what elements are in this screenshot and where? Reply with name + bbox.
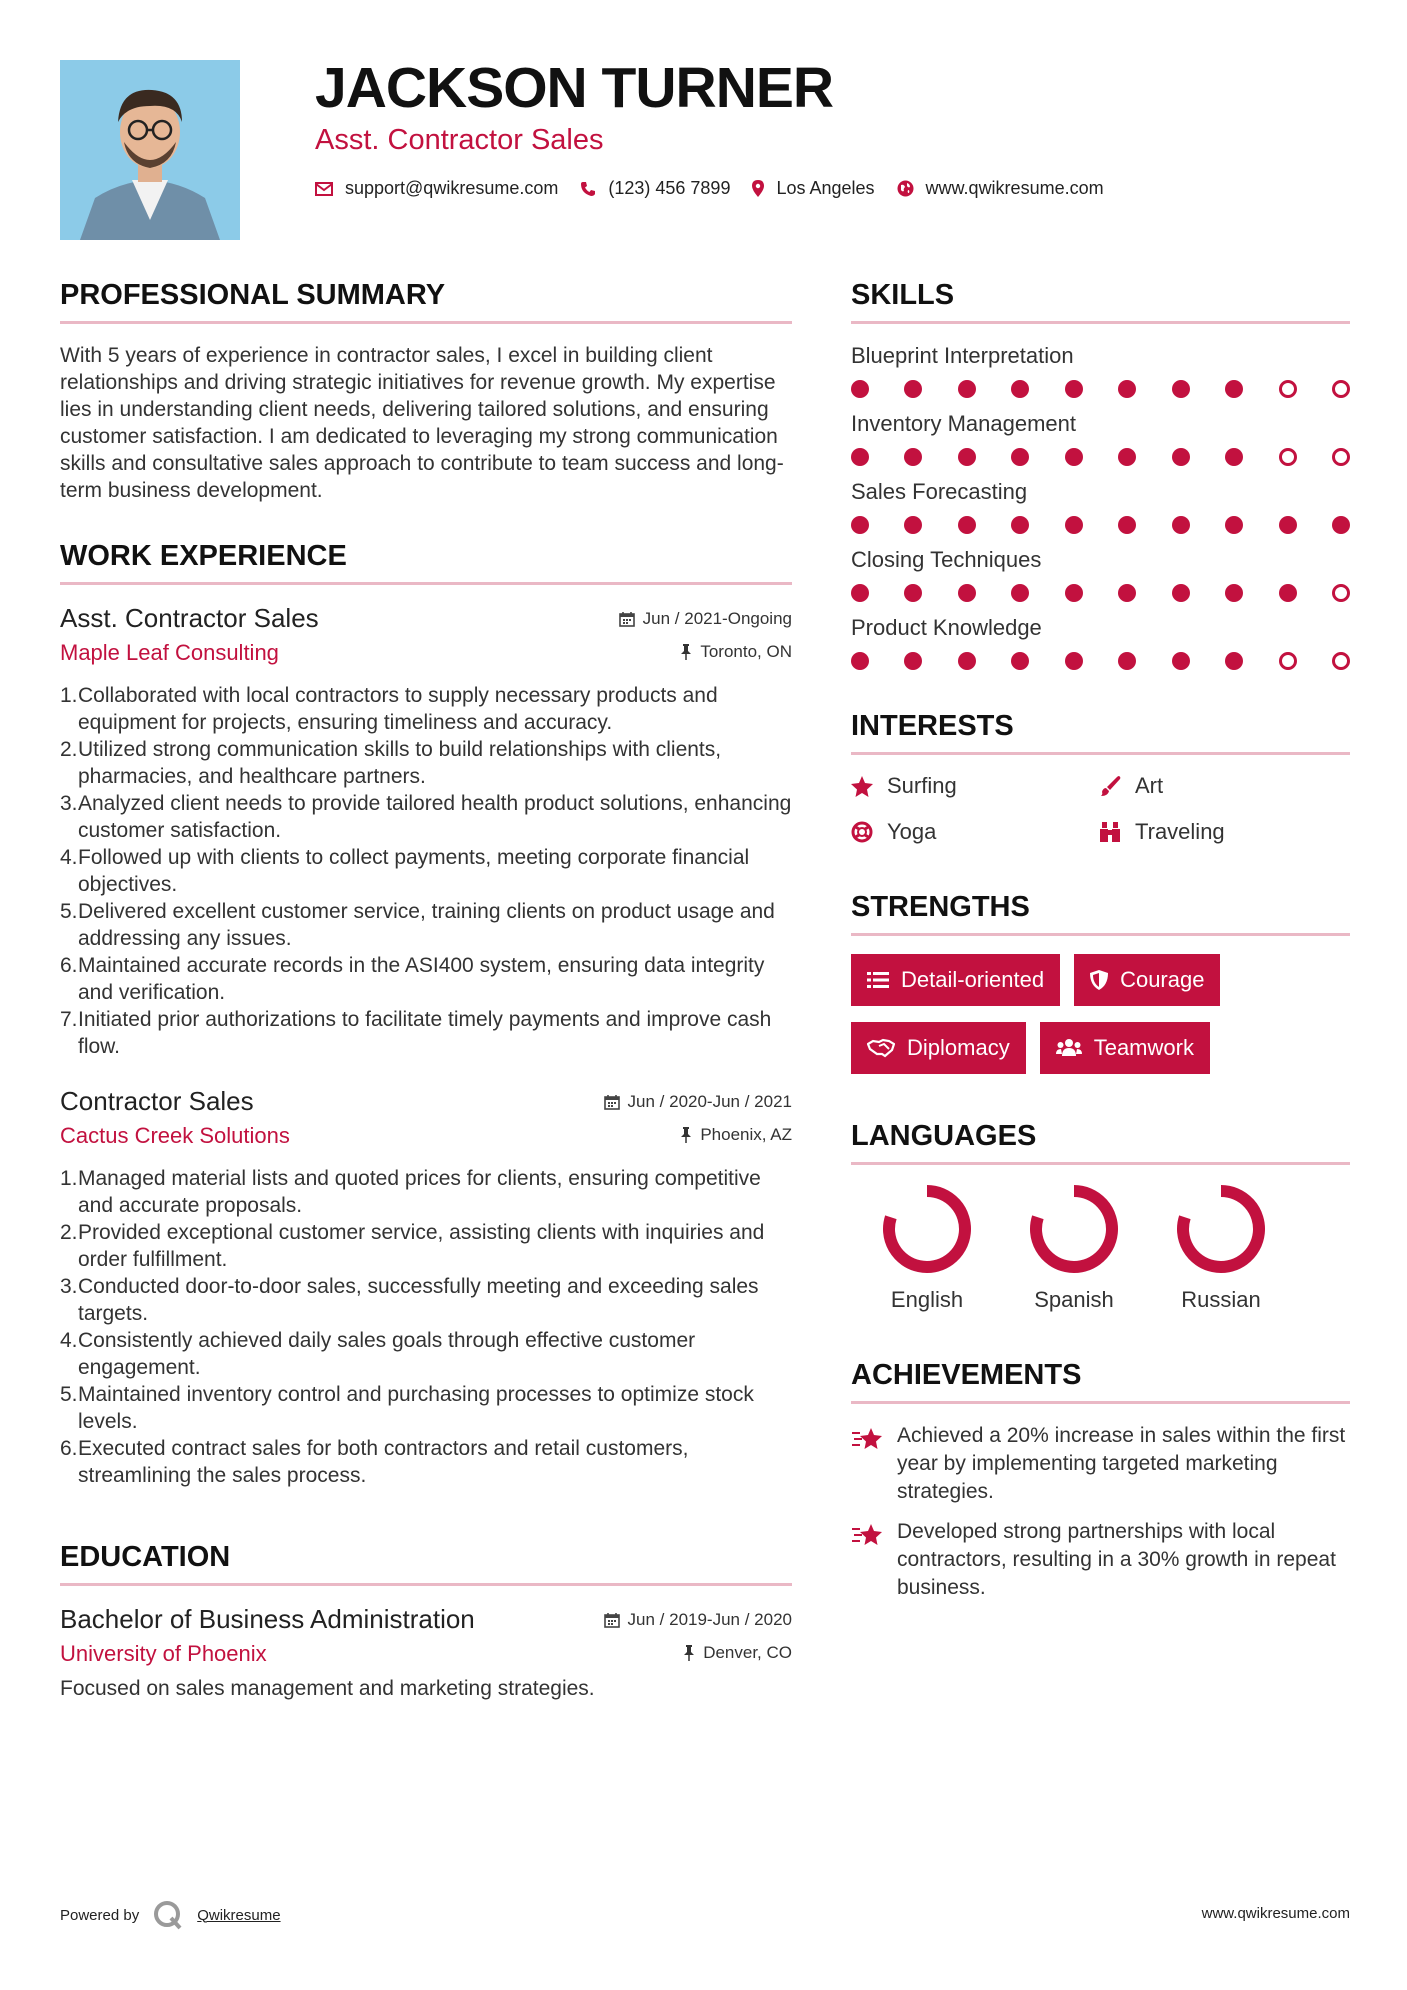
language-item [857, 1183, 997, 1313]
interests-heading: INTERESTS [851, 710, 1014, 742]
rating-dot-filled [1065, 380, 1083, 398]
map-pin-icon [752, 180, 764, 197]
users-icon [1056, 1038, 1082, 1058]
qwikresume-logo-icon [153, 1900, 183, 1930]
rating-dot-filled [904, 448, 922, 466]
rating-dot-filled [958, 584, 976, 602]
education-section [60, 1539, 792, 1702]
education-dates-text: Jun / 2019-Jun / 2020 [627, 1610, 792, 1629]
list-item: 2. Provided exceptional customer service, assisting clients with inquiries and order fulfillment. [60, 1221, 765, 1271]
skill-item [851, 478, 1350, 534]
binoculars-icon [1099, 821, 1121, 843]
strength-chip [1040, 1022, 1210, 1074]
rating-dot-filled [1332, 516, 1350, 534]
section-divider [851, 1401, 1350, 1404]
list-icon [867, 971, 889, 989]
skill-item [851, 546, 1350, 602]
candidate-name: JACKSON TURNER [315, 56, 834, 120]
job-entry [60, 603, 792, 1060]
interest-label: Art [1135, 773, 1164, 798]
summary-section [60, 277, 792, 504]
strength-chip [1074, 954, 1220, 1006]
strengths-heading: STRENGTHS [851, 891, 1030, 923]
rating-dot-empty [1332, 652, 1350, 670]
rating-dot-filled [1118, 448, 1136, 466]
language-level-ring [1028, 1183, 1120, 1275]
globe-icon [897, 180, 914, 197]
skill-name: Inventory Management [851, 411, 1077, 436]
rating-dot-filled [1172, 584, 1190, 602]
rating-dot-filled [1118, 584, 1136, 602]
rating-dot-filled [958, 448, 976, 466]
list-item: 1. Managed material lists and quoted prices for clients, ensuring competitive and accurate proposals. [60, 1167, 761, 1217]
language-level-arc [1183, 1191, 1259, 1267]
skill-name: Blueprint Interpretation [851, 343, 1074, 368]
strength-chip [851, 954, 1060, 1006]
job-company: Cactus Creek Solutions [60, 1123, 290, 1148]
rating-dot-filled [1065, 652, 1083, 670]
rating-dot-filled [1172, 652, 1190, 670]
website-text: www.qwikresume.com [925, 178, 1104, 198]
footer-powered [60, 1900, 281, 1930]
list-item: 2. Utilized strong communication skills to build relationships with clients, pharmacies, and healthcare partners. [60, 738, 722, 788]
strength-label: Courage [1120, 967, 1205, 992]
envelope-icon [315, 182, 333, 196]
phone-text: (123) 456 7899 [608, 178, 731, 198]
interest-item [1099, 819, 1347, 845]
job-location-text: Toronto, ON [700, 642, 792, 661]
contact-bar [315, 178, 1126, 199]
rating-dot-filled [1065, 584, 1083, 602]
rating-dot-filled [851, 448, 869, 466]
job-location-text: Phoenix, AZ [700, 1125, 792, 1144]
strength-label: Diplomacy [907, 1035, 1010, 1060]
rating-dot-filled [1279, 516, 1297, 534]
interest-item [851, 773, 1099, 799]
powered-by-text: Powered by [60, 1906, 140, 1924]
shooting-star-icon [851, 1424, 885, 1452]
education-dates [604, 1610, 792, 1630]
languages-heading: LANGUAGES [851, 1120, 1037, 1152]
achievement-item [851, 1422, 1350, 1506]
location-contact [752, 178, 874, 199]
job-title: Asst. Contractor Sales [60, 603, 319, 633]
list-item: 4. Followed up with clients to collect payments, meeting corporate financial objectives. [60, 846, 750, 896]
achievements-heading: ACHIEVEMENTS [851, 1359, 1082, 1391]
rating-dot-filled [1172, 516, 1190, 534]
rating-dot-empty [1279, 652, 1297, 670]
rating-dot-filled [958, 652, 976, 670]
list-item: 3. Conducted door-to-door sales, successfully meeting and exceeding sales targets. [60, 1275, 759, 1325]
rating-dot-filled [1225, 380, 1243, 398]
skills-section [851, 277, 1350, 670]
calendar-icon [604, 1612, 620, 1628]
achievement-text: Achieved a 20% increase in sales within the first year by implementing targeted marketing strategies. [897, 1424, 1346, 1503]
language-item [1151, 1183, 1291, 1313]
language-name: Spanish [1034, 1287, 1114, 1312]
skill-name: Closing Techniques [851, 547, 1042, 572]
achievement-text: Developed strong partnerships with local contractors, resulting in a 30% growth in repeat business. [897, 1520, 1336, 1599]
achievements-section [851, 1357, 1350, 1602]
section-divider [851, 933, 1350, 936]
education-description: Focused on sales management and marketing strategies. [60, 1677, 595, 1700]
pushpin-icon [680, 644, 692, 660]
job-bullets [60, 682, 792, 1060]
strength-label: Teamwork [1093, 1035, 1194, 1060]
work-heading: WORK EXPERIENCE [60, 540, 347, 572]
rating-dot-filled [1011, 448, 1029, 466]
rating-dot-filled [1065, 516, 1083, 534]
section-divider [851, 1162, 1350, 1165]
language-name: Russian [1181, 1287, 1261, 1312]
rating-dot-filled [1011, 652, 1029, 670]
achievement-item [851, 1518, 1350, 1602]
skill-rating [851, 584, 1350, 602]
rating-dot-filled [1225, 516, 1243, 534]
rating-dot-filled [851, 584, 869, 602]
strength-label: Detail-oriented [901, 967, 1045, 992]
phone-icon [580, 181, 596, 197]
list-item: 6. Executed contract sales for both contractors and retail customers, streamlining the sales process. [60, 1437, 689, 1487]
summary-heading: PROFESSIONAL SUMMARY [60, 279, 446, 311]
list-item: 5. Delivered excellent customer service, training clients on product usage and addressing any issues. [60, 900, 775, 950]
rating-dot-filled [958, 380, 976, 398]
location-text: Los Angeles [776, 178, 875, 198]
rating-dot-filled [1279, 584, 1297, 602]
rating-dot-filled [904, 584, 922, 602]
job-dates [619, 609, 792, 629]
email-text: support@qwikresume.com [345, 178, 559, 198]
work-section [60, 538, 792, 1489]
rating-dot-filled [851, 380, 869, 398]
languages-list [851, 1183, 1291, 1313]
language-level-ring [881, 1183, 973, 1275]
section-divider [851, 752, 1350, 755]
rating-dot-empty [1332, 584, 1350, 602]
pushpin-icon [683, 1645, 695, 1661]
rating-dot-filled [1118, 652, 1136, 670]
rating-dot-empty [1279, 448, 1297, 466]
interest-item [851, 819, 1099, 845]
rating-dot-filled [1118, 380, 1136, 398]
skill-item [851, 410, 1350, 466]
rating-dot-filled [1225, 584, 1243, 602]
language-level-arc [1036, 1191, 1112, 1267]
list-item: 5. Maintained inventory control and purchasing processes to optimize stock levels. [60, 1383, 754, 1433]
language-name: English [890, 1287, 964, 1312]
language-level-ring [1175, 1183, 1267, 1275]
rating-dot-filled [851, 652, 869, 670]
job-location [680, 642, 792, 662]
skill-name: Product Knowledge [851, 615, 1042, 640]
education-heading: EDUCATION [60, 1541, 231, 1573]
section-divider [851, 321, 1350, 324]
summary-text: With 5 years of experience in contractor sales, I excel in building client relationships and driving strategic initiatives for revenue growth. My expertise lies in understanding client needs, delivering tailored solutions, and ensuring customer satisfaction. I am dedicated to leveraging my strong communication skills and consultative sales approach to contribute to team success and long-term business development. [60, 344, 784, 502]
education-location [683, 1643, 792, 1663]
rating-dot-filled [958, 516, 976, 534]
interest-label: Surfing [887, 773, 957, 798]
calendar-icon [619, 611, 635, 627]
skill-rating [851, 652, 1350, 670]
job-dates [604, 1092, 792, 1112]
rating-dot-filled [1225, 448, 1243, 466]
rating-dot-filled [1225, 652, 1243, 670]
rating-dot-filled [1118, 516, 1136, 534]
website-contact[interactable] [897, 178, 1104, 199]
star-icon [851, 776, 873, 797]
rating-dot-filled [904, 516, 922, 534]
email-contact[interactable] [315, 178, 558, 199]
rating-dot-filled [1172, 380, 1190, 398]
list-item: 3. Analyzed client needs to provide tailored health product solutions, enhancing customer satisfaction. [60, 792, 792, 842]
list-item: 6. Maintained accurate records in the ASI400 system, ensuring data integrity and verification. [60, 954, 765, 1004]
rating-dot-filled [904, 652, 922, 670]
interests-section [851, 708, 1350, 845]
languages-section [851, 1118, 1350, 1313]
skill-item [851, 342, 1350, 398]
candidate-role: Asst. Contractor Sales [315, 124, 604, 156]
strength-chip [851, 1022, 1026, 1074]
section-divider [60, 582, 792, 585]
skill-rating [851, 448, 1350, 466]
rating-dot-filled [1172, 448, 1190, 466]
school-name: University of Phoenix [60, 1641, 267, 1666]
section-divider [60, 321, 792, 324]
list-item: 4. Consistently achieved daily sales goals through effective customer engagement. [60, 1329, 696, 1379]
shield-icon [1090, 970, 1108, 990]
language-level-arc [889, 1191, 965, 1267]
list-item: 7. Initiated prior authorizations to facilitate timely payments and improve cash flow. [60, 1008, 772, 1058]
footer-brand-link[interactable]: Qwikresume [197, 1906, 281, 1924]
rating-dot-filled [904, 380, 922, 398]
language-item [1004, 1183, 1144, 1313]
skill-item [851, 614, 1350, 670]
degree-title: Bachelor of Business Administration [60, 1604, 475, 1634]
interest-label: Yoga [887, 819, 937, 844]
rating-dot-filled [1011, 584, 1029, 602]
lifebuoy-icon [851, 821, 873, 843]
job-company: Maple Leaf Consulting [60, 640, 279, 665]
rating-dot-filled [1065, 448, 1083, 466]
pushpin-icon [680, 1127, 692, 1143]
job-bullets [60, 1165, 792, 1489]
left-column [60, 277, 792, 1702]
skills-heading: SKILLS [851, 279, 955, 311]
calendar-icon [604, 1094, 620, 1110]
job-dates-text: Jun / 2020-Jun / 2021 [627, 1092, 792, 1111]
job-location [680, 1125, 792, 1145]
skills-list [851, 342, 1350, 670]
skill-rating [851, 380, 1350, 398]
job-title: Contractor Sales [60, 1086, 254, 1116]
right-column [851, 277, 1350, 1614]
job-dates-text: Jun / 2021-Ongoing [642, 609, 792, 628]
rating-dot-filled [1011, 516, 1029, 534]
rating-dot-filled [1011, 380, 1029, 398]
rating-dot-empty [1332, 380, 1350, 398]
rating-dot-filled [851, 516, 869, 534]
shooting-star-icon [851, 1520, 885, 1548]
section-divider [60, 1583, 792, 1586]
footer-website[interactable]: www.qwikresume.com [1201, 1905, 1350, 1922]
job-entry [60, 1086, 792, 1489]
interest-label: Traveling [1135, 819, 1225, 844]
interest-item [1099, 773, 1347, 799]
education-location-text: Denver, CO [703, 1643, 792, 1662]
skill-rating [851, 516, 1350, 534]
rating-dot-empty [1332, 448, 1350, 466]
strengths-section [851, 889, 1350, 1074]
paintbrush-icon [1099, 775, 1121, 797]
handshake-icon [867, 1038, 895, 1058]
skill-name: Sales Forecasting [851, 479, 1028, 504]
list-item: 1. Collaborated with local contractors to supply necessary products and equipment for projects, ensuring timeliness and accuracy. [60, 684, 718, 734]
phone-contact[interactable] [580, 178, 730, 199]
rating-dot-empty [1279, 380, 1297, 398]
profile-photo [60, 60, 240, 240]
